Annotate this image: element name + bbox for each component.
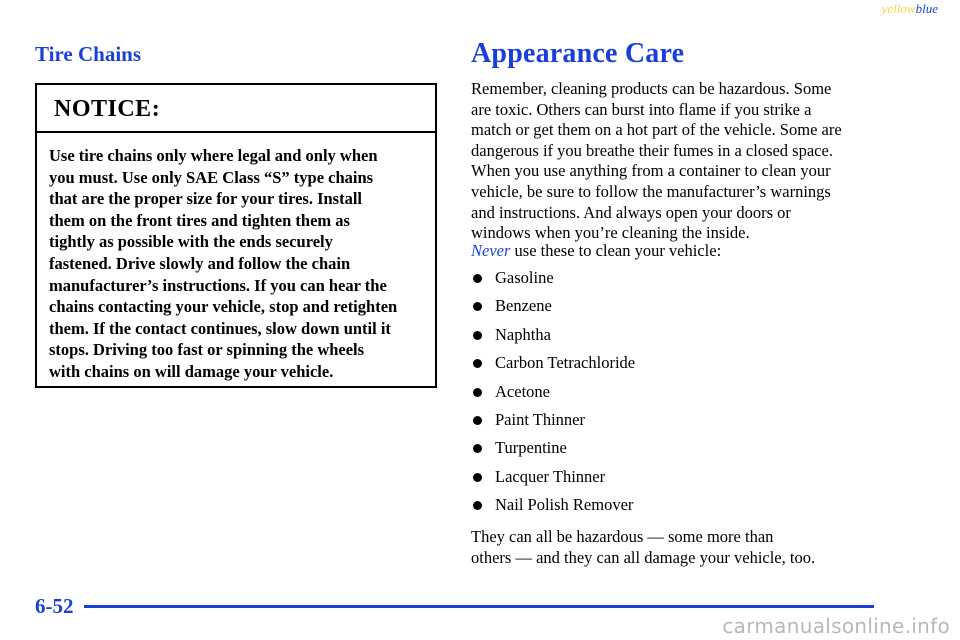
list-item xyxy=(471,296,635,324)
list-item xyxy=(471,438,635,466)
list-item-label: Paint Thinner xyxy=(495,409,585,429)
bullet-icon xyxy=(473,473,482,482)
section-heading-tire-chains: Tire Chains xyxy=(35,42,142,66)
list-item-label: Lacquer Thinner xyxy=(495,466,606,486)
color-tag-blue: blue xyxy=(915,1,938,16)
notice-line: you must. Use only SAE Class “S” type chains xyxy=(49,167,374,187)
list-item-label: Turpentine xyxy=(495,438,567,458)
closing-line: others –– and they can all damage your vehicle, too. xyxy=(471,548,816,567)
list-item-label: Benzene xyxy=(495,296,552,316)
bullet-icon xyxy=(473,444,482,453)
never-word: Never xyxy=(471,241,511,260)
notice-line: chains contacting your vehicle, stop and retighten xyxy=(49,297,398,317)
page-title: Appearance Care xyxy=(471,38,685,69)
intro-line: Remember, cleaning products can be hazardous. Some xyxy=(471,79,832,98)
intro-line: vehicle, be sure to follow the manufacturer’s warnings xyxy=(471,181,831,201)
list-item-label: Nail Polish Remover xyxy=(495,495,634,515)
intro-line: are toxic. Others can burst into flame if you strike a xyxy=(471,99,812,119)
footer-divider xyxy=(84,605,874,608)
notice-line: them. If the contact continues, slow down until it xyxy=(49,318,391,338)
bullet-icon xyxy=(473,274,482,283)
intro-line: dangerous if you breathe their fumes in a closed space. xyxy=(471,140,833,160)
color-tag-yellow: yellow xyxy=(881,1,916,16)
notice-line: tightly as possible with the ends securely xyxy=(49,232,333,252)
closing-paragraph xyxy=(471,526,891,568)
notice-line: stops. Driving too fast or spinning the wheels xyxy=(49,340,365,360)
intro-line: match or get them on a hot part of the vehicle. Some are xyxy=(471,120,842,140)
never-statement xyxy=(471,241,721,261)
bullet-icon xyxy=(473,359,482,368)
intro-paragraph xyxy=(471,79,881,244)
list-item-label: Naphtha xyxy=(495,324,551,344)
closing-line: They can all be hazardous –– some more than xyxy=(471,527,774,546)
notice-title: NOTICE: xyxy=(37,85,435,133)
hazard-list xyxy=(471,268,635,524)
list-item xyxy=(471,325,635,353)
notice-box xyxy=(35,83,437,388)
list-item xyxy=(471,495,635,523)
list-item xyxy=(471,268,635,296)
bullet-icon xyxy=(473,416,482,425)
list-item-label: Acetone xyxy=(495,381,550,401)
watermark: carmanualsonline.info xyxy=(722,614,950,638)
list-item xyxy=(471,382,635,410)
notice-line: with chains on will damage your vehicle. xyxy=(49,361,334,381)
notice-line: Use tire chains only where legal and only when xyxy=(49,146,378,165)
list-item xyxy=(471,353,635,381)
list-item xyxy=(471,467,635,495)
notice-line: manufacturer’s instructions. If you can hear the xyxy=(49,275,387,295)
color-tag xyxy=(882,1,938,17)
notice-body xyxy=(37,133,435,383)
bullet-icon xyxy=(473,302,482,311)
list-item-label: Gasoline xyxy=(495,268,554,287)
bullet-icon xyxy=(473,501,482,510)
list-item-label: Carbon Tetrachloride xyxy=(495,353,636,373)
list-item xyxy=(471,410,635,438)
notice-line: fastened. Drive slowly and follow the chain xyxy=(49,253,351,273)
bullet-icon xyxy=(473,331,482,340)
page-number: 6-52 xyxy=(35,594,74,618)
intro-line: and instructions. And always open your doors or xyxy=(471,202,791,222)
bullet-icon xyxy=(473,388,482,397)
intro-line: When you use anything from a container to clean your xyxy=(471,161,831,181)
intro-line: windows when you’re cleaning the inside. xyxy=(471,223,750,243)
notice-line: them on the front tires and tighten them as xyxy=(49,210,350,230)
never-rest: use these to clean your vehicle: xyxy=(510,241,722,260)
notice-line: that are the proper size for your tires. Install xyxy=(49,189,363,209)
